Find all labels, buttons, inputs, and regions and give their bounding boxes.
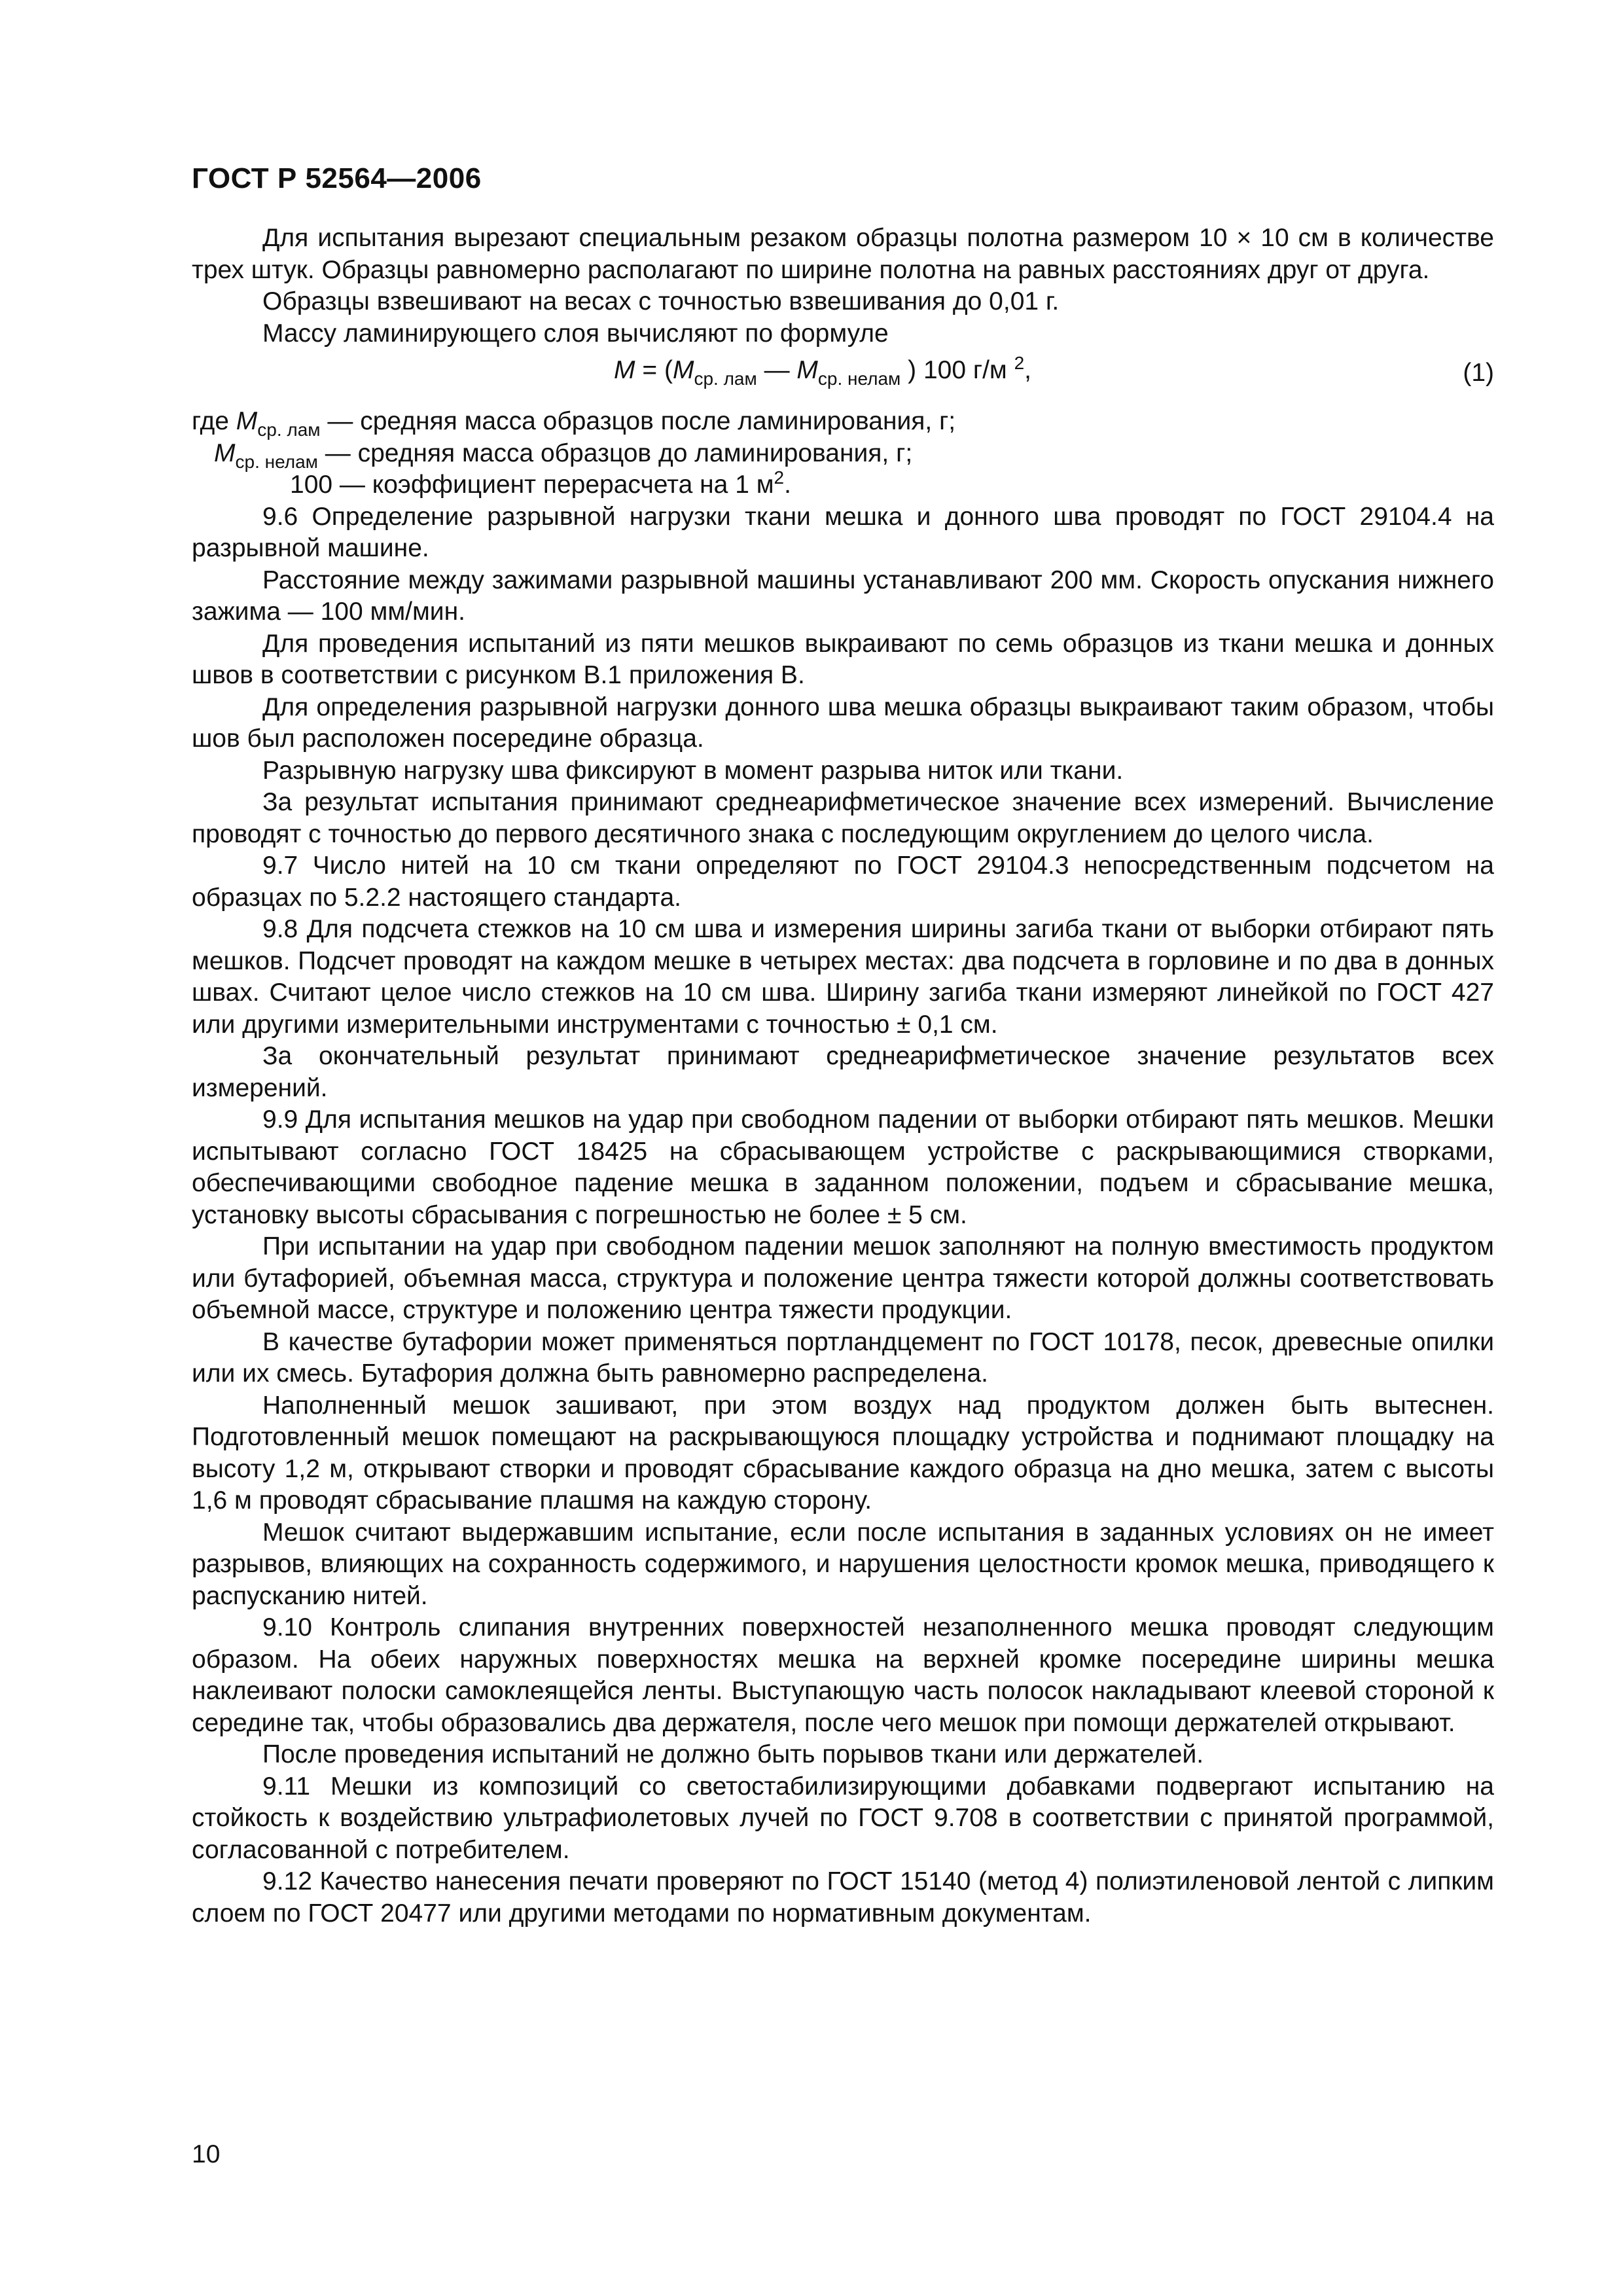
paragraph-9-9: 9.9 Для испытания мешков на удар при свободном падении от выборки отбирают пять мешков. Мешки испытывают согласно ГОСТ 18425 на сбрасывающем устройстве с раскрывающимися створками, обеспечивающими свободное падение мешка в заданном положении, подъем и сбрасывание мешка, установку высоты сбрасывания с погрешностью не более ± 5 см. [192,1105,1494,1229]
paragraph-9-11: 9.11 Мешки из композиций со светостабилизирующими добавками подвергают испытанию на стойкость к воздействию ультрафиолетовых лучей по ГОСТ 9.708 в соответствии с принятой программой, согласованной с потребителем. [192,1772,1494,1864]
paragraph-9-10: 9.10 Контроль слипания внутренних поверхностей незаполненного мешка проводят следующим образом. На обеих наружных поверхностях мешка на верхней кромке посередине ширины мешка наклеивают полоски самоклеящейся ленты. Выступающую часть полосок накладывают клеевой стороной к середине так, чтобы образовались два держателя, после чего мешок при помощи держателей открывают. [192,1613,1494,1737]
paragraph: Для испытания вырезают специальным резаком образцы полотна размером 10 × 10 см в количестве трех штук. Образцы равномерно располагают по ширине полотна на равных расстояниях друг от друга. [192,224,1494,284]
paragraph: После проведения испытаний не должно быть порывов ткани или держателей. [262,1740,1204,1768]
paragraph: Массу ламинирующего слоя вычисляют по формуле [262,319,889,348]
paragraph: Наполненный мешок зашивают, при этом воздух над продуктом должен быть вытеснен. Подготовленный мешок помещают на раскрывающуюся площадку устройства и поднимают площадку на высоту 1,2 м, открывают створки и проводят сбрасывание каждого образца на дно мешка, затем с высоты 1,6 м проводят сбрасывание плашмя на каждую сторону. [192,1391,1494,1515]
paragraph: За окончательный результат принимают среднеарифметическое значение результатов всех измерений. [192,1042,1494,1102]
formula-expression: $M = (M_{ср. лам}$ — $M_{ср. нелам}$ ) 100 г/м $^2$, [614,353,1032,389]
formula [192,355,1494,406]
paragraph: Образцы взвешивают на весах с точностью взвешивания до 0,01 г. [262,287,1060,315]
formula-legend-line: где $M_{ср. лам}$ — средняя масса образцов после ламинирования, г; [192,407,956,440]
paragraph: Мешок считают выдержавшим испытание, если после испытания в заданных условиях он не имеет разрывов, влияющих на сохранность содержимого, и нарушения целостности кромок мешка, приводящего к распусканию нитей. [192,1518,1494,1610]
paragraph-9-8: 9.8 Для подсчета стежков на 10 см шва и измерения ширины загиба ткани от выборки отбирают пять мешков. Подсчет проводят на каждом мешке в четырех местах: два подсчета в горловине и по два в донных швах. Считают целое число стежков на 10 см шва. Ширину загиба ткани измеряют линейкой по ГОСТ 427 или другими измерительными инструментами с точностью ± 0,1 см. [192,915,1494,1039]
paragraph: Разрывную нагрузку шва фиксируют в момент разрыва ниток или ткани. [262,756,1124,785]
formula-legend-line: 100 — коэффициент перерасчета на 1 $м^2$. [290,467,791,499]
paragraph-9-7: 9.7 Число нитей на 10 см ткани определяют по ГОСТ 29104.3 непосредственным подсчетом на образцах по 5.2.2 настоящего стандарта. [192,852,1494,912]
paragraph-9-12: 9.12 Качество нанесения печати проверяют по ГОСТ 15140 (метод 4) полиэтиленовой лентой с липким слоем по ГОСТ 20477 или другими методами по нормативным документам. [192,1867,1494,1928]
paragraph-9-6: 9.6 Определение разрывной нагрузки ткани мешка и донного шва проводят по ГОСТ 29104.4 на разрывной машине. [192,502,1494,562]
formula-legend-line: $M_{ср. нелам}$ — средняя масса образцов до ламинирования, г; [214,439,913,472]
paragraph: В качестве бутафории может применяться портландцемент по ГОСТ 10178, песок, древесные опилки или их смесь. Бутафория должна быть равномерно распределена. [192,1327,1494,1388]
paragraph: При испытании на удар при свободном падении мешок заполняют на полную вместимость продуктом или бутафорией, объемная масса, структура и положение центра тяжести которой должны соответствовать объемной массе, структуре и положению центра тяжести продукции. [192,1232,1494,1324]
paragraph: Расстояние между зажимами разрывной машины устанавливают 200 мм. Скорость опускания нижнего зажима — 100 мм/мин. [192,565,1494,626]
formula-number: (1) [1463,359,1494,387]
paragraph: Для определения разрывной нагрузки донного шва мешка образцы выкраивают таким образом, чтобы шов был расположен посередине образца. [192,692,1494,753]
paragraph: За результат испытания принимают среднеарифметическое значение всех измерений. Вычисление проводят с точностью до первого десятичного знака с последующим округлением до целого числа. [192,788,1494,848]
paragraph: Для проведения испытаний из пяти мешков выкраивают по семь образцов из ткани мешка и донных швов в соответствии с рисунком В.1 приложения В. [192,629,1494,689]
page-number: 10 [192,2140,221,2168]
document-header: ГОСТ Р 52564—2006 [192,162,482,194]
document-body [192,223,1494,1929]
